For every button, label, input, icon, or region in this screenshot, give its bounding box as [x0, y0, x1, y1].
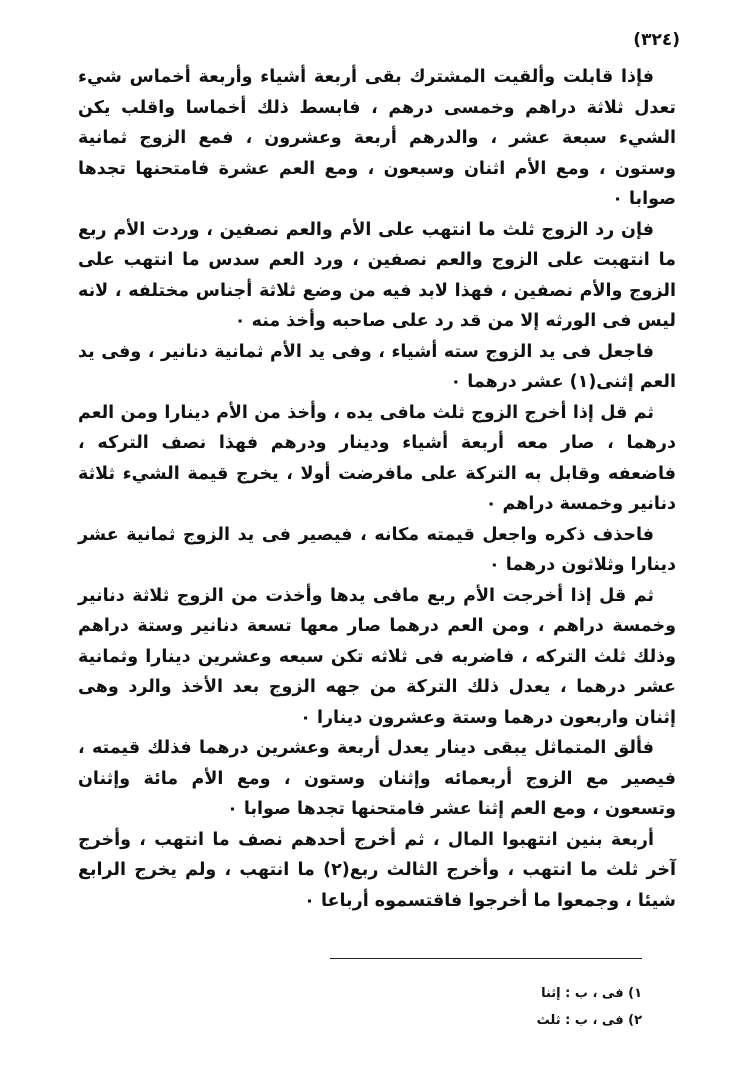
footnotes — [400, 980, 642, 1034]
paragraph-3: فاجعل فى يد الزوج سته أشياء ، وفى يد الأم ثمانية دنانير ، وفى يد العم إثنى(١) عشر درهما ٠ — [78, 341, 676, 392]
paragraph-1: فإذا قابلت وألقيت المشترك بقى أربعة أشياء وأربعة أخماس شيء تعدل ثلاثة دراهم وخمسى درهم ، فابسط ذلك أخماسا واقلب يكن الشيء سبعة عشر ، والدرهم أربعة وعشرون ، فمع الزوج ثمانية وستون ، ومع الأم اثنان وسبعون ، ومع العم عشرة فامتحنها تجدها صوابا ٠ — [78, 67, 676, 209]
paragraph-7: فألق المتماثل يبقى دينار يعدل أربعة وعشرين درهما فذلك قيمته ، فيصير مع الزوج أربعمائه وإثنان وستون ، ومع الأم مائة وإثنان وتسعون ، ومع العم إثنا عشر فامتحنها تجدها صوابا ٠ — [78, 738, 676, 819]
main-text — [78, 62, 676, 916]
paragraph-8: أربعة بنين انتهبوا المال ، ثم أخرج أحدهم نصف ما انتهب ، وأخرج آخر ثلث ما انتهب ، وأخرج الثالث ربع(٢) ما انتهب ، ولم يخرج الرابع شيئا ، وجمعوا ما أخرجوا فاقتسموه أرباعا ٠ — [78, 829, 677, 911]
paragraph-6: ثم قل إذا أخرجت الأم ربع مافى يدها وأخذت من الزوج ثلاثة دنانير وخمسة دراهم ، ومن العم درهما صار معها تسعة دنانير وستة دراهم وذلك ثلث التركه ، فاضربه فى ثلاثه تكن سبعه وعشرين دينارا وثمانية عشر درهما ، يعدل ذلك التركة من جهه الزوج بعد الأخذ والرد وهى إثنان واربعون درهما وستة وعشرون دينارا ٠ — [78, 585, 676, 728]
page-number: (٣٢٤) — [633, 30, 680, 50]
paragraph-2: فإن رد الزوج ثلث ما انتهب على الأم والعم نصفين ، وردت الأم ربع ما انتهبت على الزوج والعم نصفين ، ورد العم سدس ما انتهب على الزوج والأم نصفين ، فهذا لابد فيه من وضع ثلاثة أجناس مختلفه ، لانه ليس فى الورثه إلا من قد رد على صاحبه وأخذ منه ٠ — [78, 219, 676, 331]
footnote-divider — [330, 958, 642, 959]
footnote-2: ٢) فى ، ب : ثلث — [536, 1013, 642, 1028]
footnote-1: ١) فى ، ب : إثنا — [541, 986, 642, 1001]
paragraph-5: فاحذف ذكره واجعل قيمته مكانه ، فيصير فى يد الزوج ثمانية عشر دينارا وثلاثون درهما ٠ — [78, 524, 676, 575]
paragraph-4: ثم قل إذا أخرج الزوج ثلث مافى يده ، وأخذ من الأم دينارا ومن العم درهما ، صار معه أربعة أشياء ودينار ودرهم فهذا نصف التركه ، فاضعفه وقابل به التركة على مافرضت أولا ، يخرج قيمة الشيء ثلاثة دنانير وخمسة دراهم ٠ — [78, 402, 676, 514]
